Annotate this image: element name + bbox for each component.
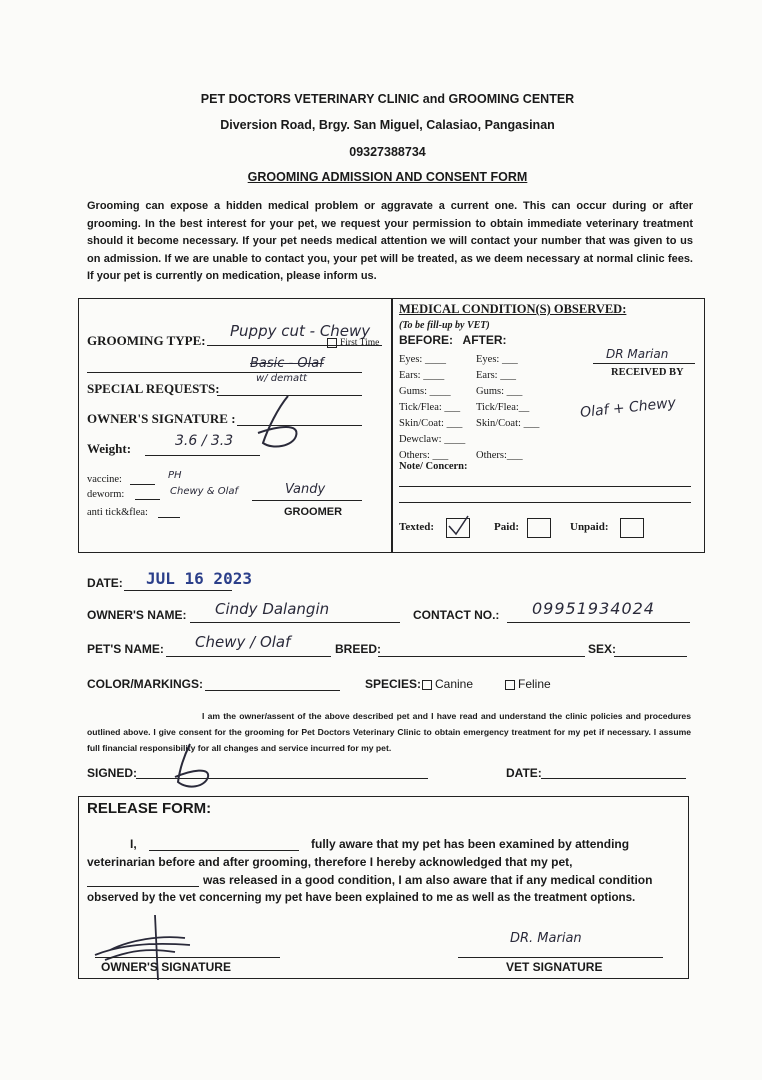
dewclaw: Dewclaw: ____: [399, 434, 466, 445]
grooming-type-value-2: Basic - Olaf: [250, 356, 324, 371]
release-p2: veterinarian before and after grooming, therefore I hereby acknowledged that my pet,: [87, 855, 573, 869]
after-list: [476, 352, 539, 464]
owner-release-sig-label: OWNER'S SIGNATURE: [101, 960, 231, 974]
first-time-checkbox[interactable]: [327, 338, 379, 348]
vet-name: DR Marian: [606, 347, 669, 361]
signed-scribble: [160, 742, 220, 797]
antitick-line[interactable]: [158, 517, 180, 518]
clinic-address: Diversion Road, Brgy. San Miguel, Calasiao, Pangasinan: [220, 118, 555, 132]
breed-line[interactable]: [378, 656, 585, 657]
before-ears: Ears: ____: [399, 370, 445, 381]
vaccine-label: vaccine:: [87, 474, 122, 485]
date-line[interactable]: [124, 590, 232, 591]
pet-name-label: PET'S NAME:: [87, 642, 164, 656]
date2-line[interactable]: [541, 778, 686, 779]
release-name-line[interactable]: [149, 850, 299, 851]
consent-paragraph: I am the owner/assent of the above described pet and I have read and understand the clinic policies and procedures outlined above. I give consent for the grooming for Pet Doctors Veterinary Clinic to obtain emergency treatment for my pet if necessary. I assume full financial responsibility for all changes and service incurred for my pet.: [87, 711, 691, 753]
deworm-value: Chewy & Olaf: [170, 486, 239, 497]
medical-title: MEDICAL CONDITION(S) OBSERVED:: [399, 302, 627, 316]
antitick-label: anti tick&flea:: [87, 507, 148, 518]
note-line-2[interactable]: [399, 502, 691, 503]
owner-name-label: OWNER'S NAME:: [87, 608, 187, 622]
note-line-1[interactable]: [399, 486, 691, 487]
release-p1a: I,: [130, 837, 137, 851]
deworm-label: deworm:: [87, 489, 125, 500]
vet-release-sig-line[interactable]: [458, 957, 663, 958]
before-list: [399, 352, 465, 464]
received-by-line[interactable]: [593, 363, 695, 364]
paid-checkbox[interactable]: [527, 518, 551, 538]
form-title: GROOMING ADMISSION AND CONSENT FORM: [247, 170, 528, 184]
contact-value: 09951934024: [532, 599, 655, 618]
vaccine-value: PH: [168, 470, 182, 481]
unpaid-label: Unpaid:: [570, 521, 609, 533]
release-p3: was released in a good condition, I am also aware that if any medical condition: [203, 873, 653, 887]
weight-value: 3.6 / 3.3: [175, 433, 234, 449]
date-label: DATE:: [87, 576, 123, 590]
canine-checkbox[interactable]: [422, 680, 432, 690]
color-markings-label: COLOR/MARKINGS:: [87, 677, 203, 691]
owner-name-value: Cindy Dalangin: [215, 600, 330, 618]
after-ears: Ears: ___: [476, 370, 516, 381]
clinic-name: PET DOCTORS VETERINARY CLINIC and GROOMING CENTER: [200, 92, 575, 106]
unpaid-checkbox[interactable]: [620, 518, 644, 538]
breed-label: BREED:: [335, 642, 382, 656]
color-markings-line[interactable]: [205, 690, 340, 691]
texted-label: Texted:: [399, 521, 435, 533]
date2-label: DATE:: [506, 766, 542, 780]
release-pet-line[interactable]: [87, 886, 199, 887]
vet-release-sig-label: VET SIGNATURE: [506, 960, 603, 974]
pet-name-line[interactable]: [166, 656, 331, 657]
before-skincoat: Skin/Coat: ___: [399, 418, 463, 429]
clinic-phone: 09327388734: [349, 145, 426, 159]
texted-check-mark: [446, 514, 472, 542]
sex-label: SEX:: [588, 642, 617, 656]
owner-release-sig-line[interactable]: [95, 957, 280, 958]
owner-signature-scribble: [238, 388, 308, 458]
handwritten-note: Olaf + Chewy: [579, 395, 677, 421]
grooming-type-label: GROOMING TYPE:: [87, 333, 206, 348]
feline-label: Feline: [518, 677, 551, 691]
owner-name-line[interactable]: [190, 622, 400, 623]
grooming-note: w/ dematt: [256, 373, 307, 384]
box-divider: [391, 299, 393, 552]
pet-name-value: Chewy / Olaf: [195, 633, 291, 651]
deworm-line[interactable]: [135, 499, 160, 500]
first-time-box[interactable]: [327, 338, 337, 348]
canine-label: Canine: [435, 677, 474, 691]
before-after-header: BEFORE: AFTER:: [399, 333, 507, 347]
after-skincoat: Skin/Coat: ___: [476, 418, 540, 429]
weight-line[interactable]: [145, 455, 260, 456]
release-p1b: fully aware that my pet has been examined by attending: [311, 837, 630, 851]
feline-option[interactable]: [505, 677, 551, 691]
release-title: RELEASE FORM:: [87, 800, 212, 817]
contact-line[interactable]: [507, 622, 690, 623]
owner-signature-label: OWNER'S SIGNATURE :: [87, 411, 236, 426]
medical-subtitle: (To be fill-up by VET): [399, 320, 490, 331]
grooming-line-2[interactable]: [87, 372, 362, 373]
canine-option[interactable]: [422, 677, 473, 691]
release-p4: observed by the vet concerning my pet have been explained to me as well as the treatment options.: [87, 891, 636, 904]
before-tickflea: Tick/Flea: ___: [399, 402, 461, 413]
grooming-type-value: Puppy cut - Chewy: [230, 322, 371, 340]
vaccine-line[interactable]: [130, 484, 155, 485]
note-label: Note/ Concern:: [399, 461, 468, 472]
groomer-name: Vandy: [285, 482, 326, 497]
species-label: SPECIES:: [365, 677, 422, 691]
signed-label: SIGNED:: [87, 766, 138, 780]
special-requests-label: SPECIAL REQUESTS:: [87, 381, 220, 396]
weight-label: Weight:: [87, 441, 132, 456]
after-eyes: Eyes: ___: [476, 354, 518, 365]
others-before: Others: ___: [399, 450, 449, 461]
paid-label: Paid:: [494, 521, 520, 533]
groomer-label: GROOMER: [284, 506, 343, 518]
feline-checkbox[interactable]: [505, 680, 515, 690]
before-gums: Gums: ____: [399, 386, 451, 397]
contact-label: CONTACT NO.:: [413, 608, 500, 622]
date-stamp: JUL 16 2023: [146, 569, 252, 588]
before-eyes: Eyes: ____: [399, 354, 446, 365]
others-after: Others:___: [476, 450, 523, 461]
intro-paragraph: Grooming can expose a hidden medical problem or aggravate a current one. This can occur during or after grooming. In the best interest for your pet, we request your permission to obtain immediate veterinary treatment should it become necessary. If your pet needs medical attention we will contact your number that was given to us on admission. If we are unable to contact you, your pet will be treated, as we deem necessary at normal clinic fees. If your pet is currently on medication, please inform us.: [87, 200, 693, 282]
after-gums: Gums: ___: [476, 386, 523, 397]
vet-release-signature: DR. Marian: [510, 931, 582, 946]
first-time-label: First Time: [340, 338, 380, 349]
sex-line[interactable]: [614, 656, 687, 657]
after-tickflea: Tick/Flea:__: [476, 402, 530, 413]
received-by-label: RECEIVED BY: [611, 367, 684, 378]
groomer-line[interactable]: [252, 500, 362, 501]
